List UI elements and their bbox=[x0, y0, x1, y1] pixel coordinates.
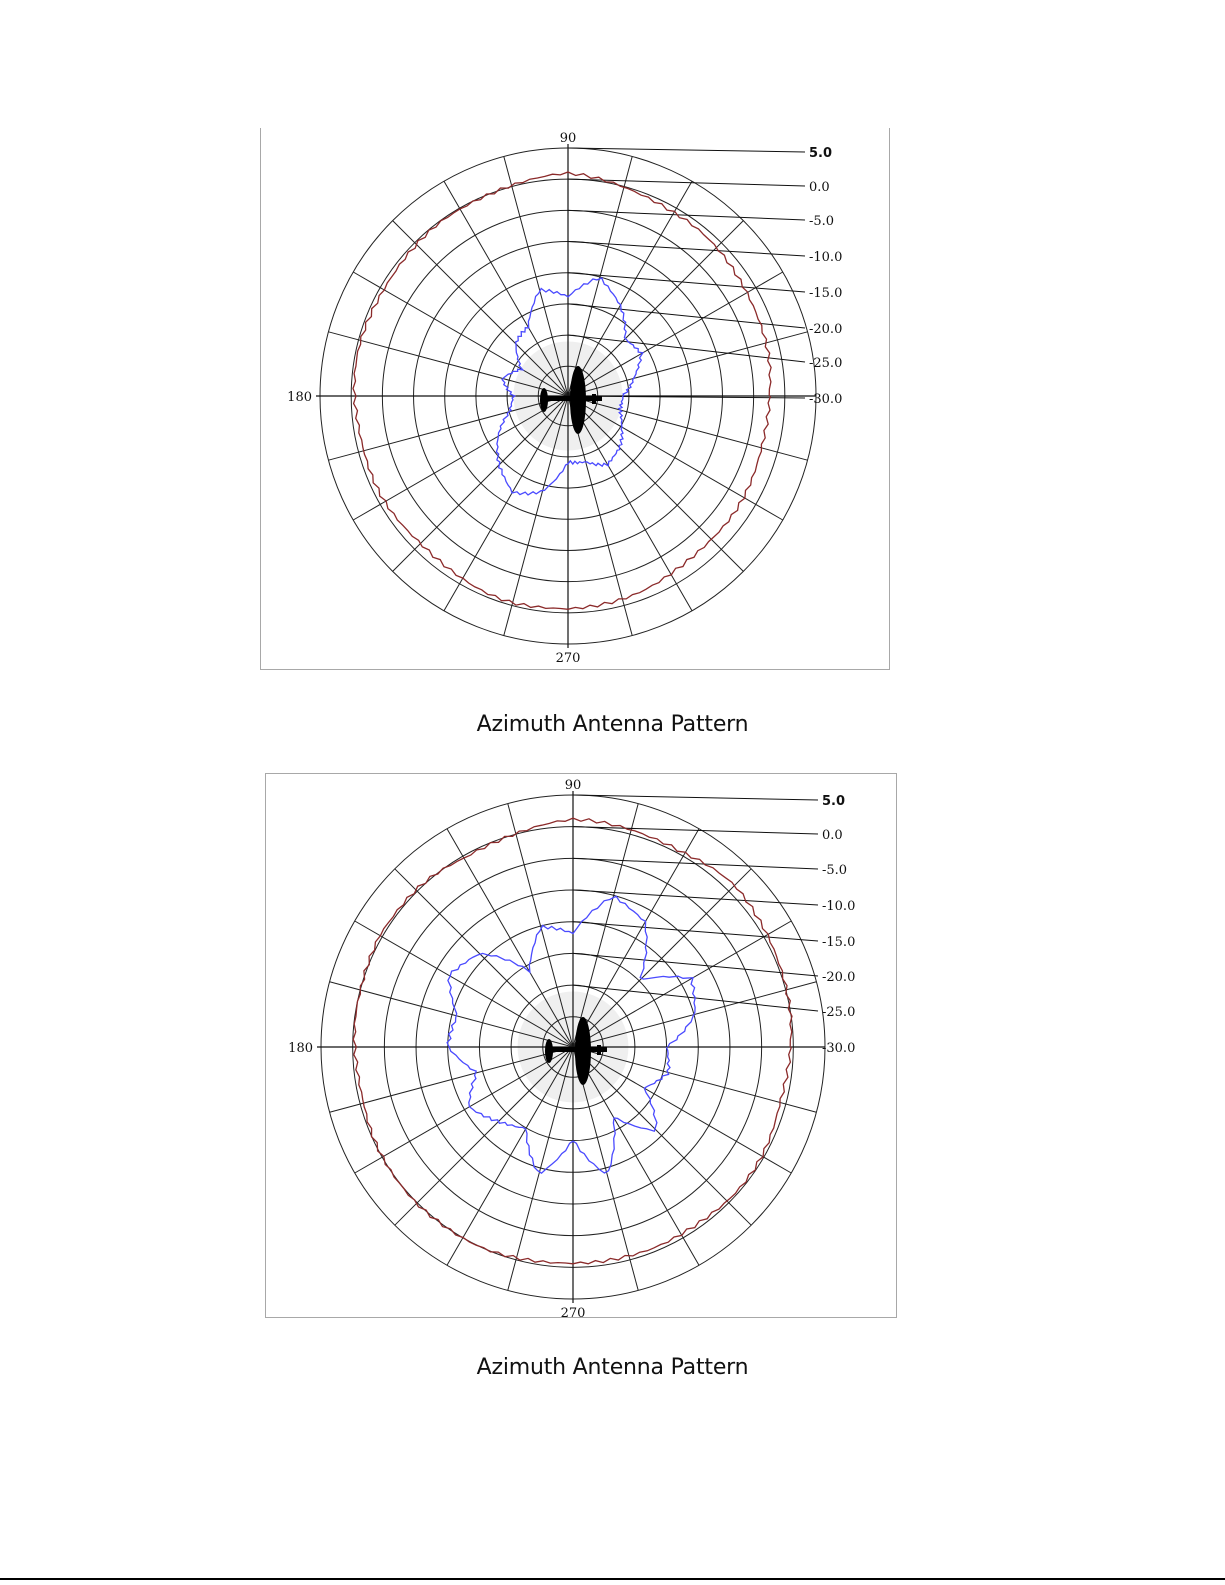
chart-1-spoke bbox=[353, 272, 568, 396]
chart-1-ring-label: -30.0 bbox=[809, 392, 843, 407]
polar-chart-2 bbox=[266, 774, 898, 1319]
chart-1-spoke bbox=[568, 181, 692, 396]
chart-1-spoke bbox=[353, 396, 568, 520]
chart-2-ring-label: 0.0 bbox=[822, 828, 843, 843]
chart-2-spoke bbox=[573, 1047, 791, 1173]
chart-1-spoke bbox=[568, 396, 743, 571]
chart-1-spoke bbox=[568, 272, 783, 396]
chart-1-ring-label: -25.0 bbox=[809, 356, 843, 371]
chart-1-spoke bbox=[393, 221, 568, 396]
chart-2-spoke bbox=[573, 921, 791, 1047]
chart-2-spoke bbox=[447, 1047, 573, 1265]
chart-1-ring-label: 5.0 bbox=[809, 146, 833, 161]
chart-2-ring-label: -20.0 bbox=[822, 970, 856, 985]
chart-2-caption: Azimuth Antenna Pattern bbox=[476, 1355, 749, 1380]
chart-1-ring-label: -10.0 bbox=[809, 250, 843, 265]
chart-1-angle-label-left: 180 bbox=[287, 390, 312, 405]
chart-2-spoke bbox=[395, 1047, 573, 1225]
chart-1-ring-label: 0.0 bbox=[809, 180, 830, 195]
chart-1-ring-leader bbox=[568, 148, 805, 152]
chart-1-angle-label-top: 90 bbox=[559, 131, 577, 146]
chart-2-angle-label-bottom: 270 bbox=[560, 1306, 586, 1319]
chart-1-ring-leader bbox=[568, 210, 805, 220]
chart-1-spoke bbox=[568, 396, 783, 520]
chart-2-frame bbox=[265, 773, 897, 1318]
chart-1-ring-label: -5.0 bbox=[809, 214, 835, 229]
chart-2-angle-label-left: 180 bbox=[288, 1041, 313, 1056]
chart-1-ring-label: -15.0 bbox=[809, 286, 843, 301]
chart-2-spoke bbox=[355, 1047, 573, 1173]
chart-2-angle-label-top: 90 bbox=[564, 778, 582, 793]
chart-2-ring-label: -25.0 bbox=[822, 1005, 856, 1020]
chart-2-ring-leader bbox=[573, 953, 818, 976]
page-bottom-rule bbox=[0, 1578, 1225, 1580]
chart-1-ring-label: -20.0 bbox=[809, 322, 843, 337]
chart-1-frame bbox=[260, 128, 890, 670]
chart-2-spoke bbox=[355, 921, 573, 1047]
chart-1-ring-leader bbox=[568, 242, 805, 256]
chart-2-ring-leader bbox=[573, 858, 818, 869]
chart-1-caption: Azimuth Antenna Pattern bbox=[476, 712, 749, 737]
chart-2-spoke bbox=[573, 1047, 751, 1225]
chart-2-ring-leader bbox=[573, 827, 818, 834]
chart-2-ring-label: -15.0 bbox=[822, 935, 856, 950]
chart-1-spoke bbox=[393, 396, 568, 571]
chart-2-ring-leader bbox=[573, 890, 818, 905]
chart-2-ring-label: -30.0 bbox=[822, 1041, 856, 1056]
chart-2-spoke bbox=[447, 829, 573, 1047]
chart-1-angle-label-bottom: 270 bbox=[555, 651, 581, 666]
chart-1-spoke bbox=[444, 181, 568, 396]
chart-2-ring-label: -5.0 bbox=[822, 863, 848, 878]
chart-2-spoke bbox=[395, 869, 573, 1047]
chart-1-spoke bbox=[568, 396, 692, 611]
polar-chart-1 bbox=[261, 128, 891, 670]
chart-2-ring-label: 5.0 bbox=[822, 794, 846, 809]
chart-2-spoke bbox=[573, 1047, 699, 1265]
chart-2-ring-label: -10.0 bbox=[822, 899, 856, 914]
